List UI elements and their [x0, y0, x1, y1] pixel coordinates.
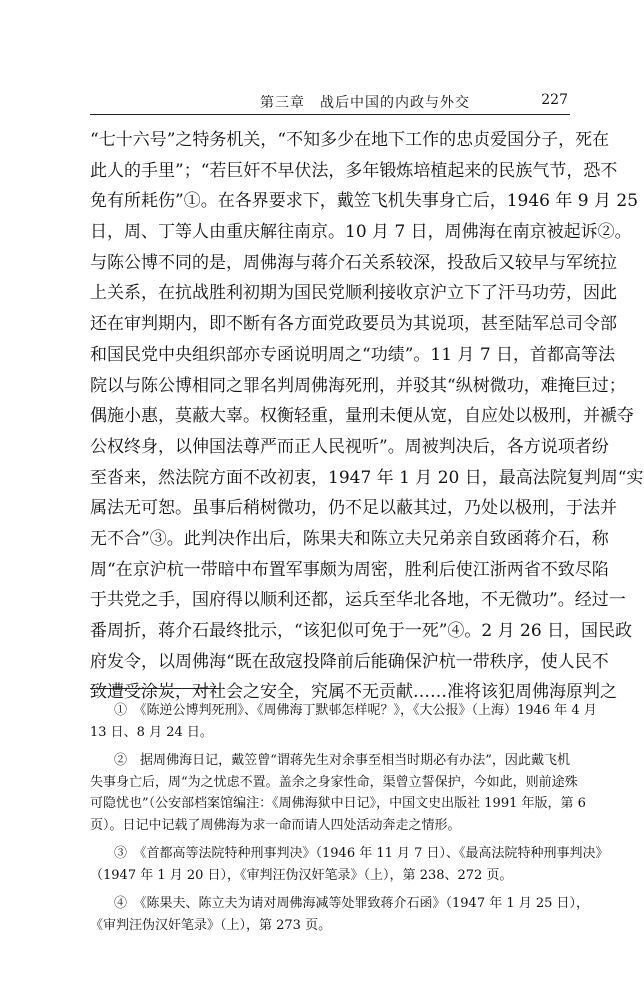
footnote-divider	[90, 688, 220, 689]
footnote-line: ② 据周佛海日记，戴笠曾“谓蒋先生对余事至相当时期必有办法”，因此戴飞机	[114, 753, 570, 768]
text-line: 此人的手里”；“若巨奸不早伏法，多年锻炼培植起来的民族气节，恐不	[90, 160, 618, 181]
footnote-line: 13 日、8 月 24 日。	[90, 724, 213, 740]
chapter-title: 第三章 战后中国的内政与外交	[260, 95, 470, 111]
text-line: 至沓来，然法院方面不改初衷，1947 年 1 月 20 日，最高法院复判周“实	[90, 467, 644, 488]
text-line: 日，周、丁等人由重庆解往南京。10 月 7 日，周佛海在南京被起诉②。	[90, 222, 632, 243]
footnote-line: 《审判汪伪汉奸笔录》（上），第 273 页。	[90, 917, 332, 933]
footnote-line: ③ 《首都高等法院特种刑事判决》（1946 年 11 月 7 日）、《最高法院特种刑事判决》	[114, 846, 609, 861]
text-line: 无不合”③。此判决作出后，陈果夫和陈立夫兄弟亲自致函蒋介石，称	[90, 528, 609, 549]
text-line: 致遭受涂炭，对社会之安全，究属不无贡献……准将该犯周佛海原判之	[90, 682, 617, 703]
main-text	[90, 125, 644, 708]
text-line: 于共党之手，国府得以顺利还都，运兵至华北各地，不无微功”。经过一	[90, 590, 626, 611]
text-line: 府发令，以周佛海“既在敌寇投降前后能确保沪杭一带秩序，使人民不	[90, 651, 609, 672]
footnote-3	[90, 843, 609, 886]
text-line: 院以与陈公博相同之罪名判周佛海死刑，并驳其“纵树微功，难掩巨过；	[90, 375, 626, 396]
footnote-line: 页）。日记中记载了周佛海为求一命而请人四处活动奔走之情形。	[90, 817, 461, 833]
footnote-line: 可隐忧也”（公安部档案馆编注：《周佛海狱中日记》，中国文史出版社 1991 年版，第 6	[90, 796, 586, 811]
text-line: 公权终身，以伸国法尊严而正人民视听”。周被判决后，各方说项者纷	[90, 436, 609, 457]
footnote-line: 失事身亡后，周“为之忧虑不置。盖余之身家性命，渠曾立誓保护，今如此，则前途殊	[90, 774, 578, 790]
text-line: 上关系，在抗战胜利初期为国民党顺利接收京沪立下了汗马功劳，因此	[90, 283, 617, 304]
text-line: 属法无可恕。虽事后稍树微功，仍不足以蔽其过，乃处以极刑，于法并	[90, 498, 617, 519]
text-line: 偶施小惠，莫蔽大辜。权衡轻重，量刑未便从宽，自应处以极刑，并褫夺	[90, 406, 634, 427]
page-number: 227	[541, 92, 568, 108]
footnote-line: （1947 年 1 月 20 日），《审判汪伪汉奸笔录》（上），第 238、272 页。	[90, 867, 513, 883]
text-line: 免有所耗伤”①。在各界要求下，戴笠飞机失事身亡后，1946 年 9 月 25	[90, 191, 639, 212]
footnote-2	[90, 750, 586, 836]
footnote-1	[90, 700, 597, 743]
footnotes	[90, 700, 609, 943]
footnote-4	[90, 893, 590, 936]
text-line: “七十六号”之特务机关，“不知多少在地下工作的忠贞爱国分子，死在	[90, 130, 610, 150]
footnote-line: ④ 《陈果夫、陈立夫为请对周佛海减等处罪致蒋介石函》（1947 年 1 月 25 日），	[114, 896, 590, 911]
text-line: 和国民党中央组织部亦专函说明周之“功绩”。11 月 7 日，首都高等法	[90, 344, 616, 365]
text-line: 还在审判期内，即不断有各方面党政要员为其说项，甚至陆军总司令部	[90, 314, 617, 335]
text-line: 番周折，蒋介石最终批示，“该犯似可免于一死”④。2 月 26 日，国民政	[90, 621, 633, 641]
text-line: 周“在京沪杭一带暗中布置军事颇为周密，胜利后使江浙两省不致尽陷	[90, 559, 609, 580]
text-line: 与陈公博不同的是，周佛海与蒋介石关系较深，投敌后又较早与军统拉	[90, 252, 617, 273]
running-header	[90, 92, 570, 115]
footnote-line: ① 《陈逆公博判死刑》、《周佛海丁默邨怎样呢？》，《大公报》（上海）1946 年 4 月	[114, 703, 597, 718]
